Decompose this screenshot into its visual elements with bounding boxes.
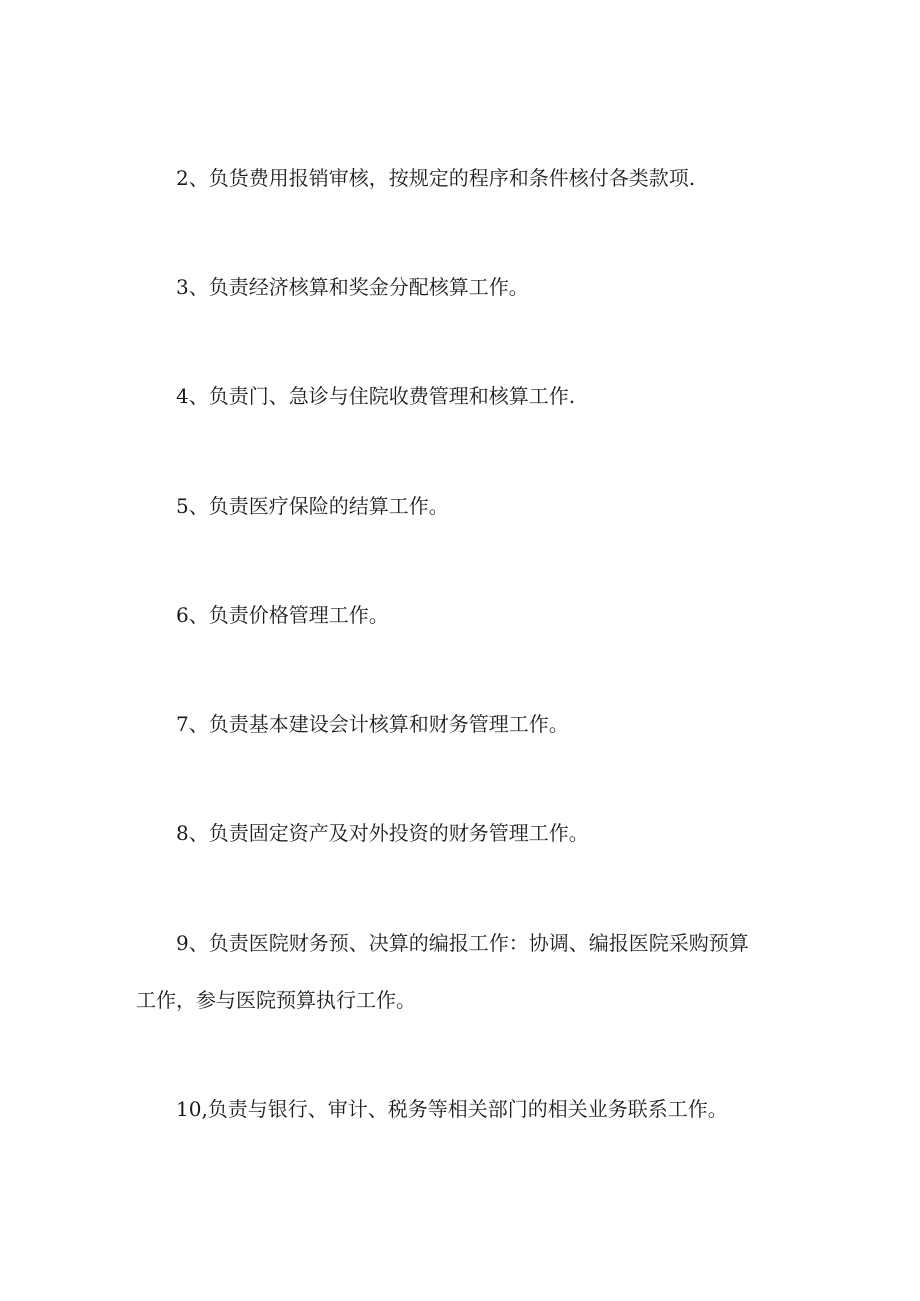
- duty-item-6-text: 6、负责价格管理工作。: [176, 603, 389, 627]
- duty-item-2-text: 2、负货费用报销审核，按规定的程序和条件核付各类款项.: [176, 166, 696, 190]
- duty-item-4-text: 4、负责门、急诊与住院收费管理和核算工作.: [176, 384, 576, 408]
- duty-item-10-text: 10,负责与银行、审计、税务等相关部门的相关业务联系工作。: [176, 1097, 728, 1121]
- duty-item-9-text-line2: 工作，参与医院预算执行工作。: [136, 988, 416, 1012]
- duty-item-5: [136, 496, 816, 516]
- duty-item-7-text: 7、负责基本建设会计核算和财务管理工作。: [176, 712, 569, 736]
- duty-item-10: [136, 1099, 816, 1119]
- duty-item-9: [136, 933, 816, 953]
- duty-item-2: [136, 168, 816, 188]
- duty-item-5-text: 5、负责医疗保险的结算工作。: [176, 494, 449, 518]
- duty-item-4: [136, 386, 816, 406]
- duty-item-8: [136, 823, 816, 843]
- duty-item-9-continuation: [136, 990, 776, 1010]
- duty-item-3-text: 3、负责经济核算和奖金分配核算工作。: [176, 275, 529, 299]
- duty-item-3: [136, 277, 816, 297]
- duty-item-6: [136, 605, 816, 625]
- duty-item-9-text-line1: 9、负责医院财务预、决算的编报工作：协调、编报医院采购预算: [176, 931, 749, 955]
- duty-item-8-text: 8、负责固定资产及对外投资的财务管理工作。: [176, 821, 589, 845]
- duty-item-7: [136, 714, 816, 734]
